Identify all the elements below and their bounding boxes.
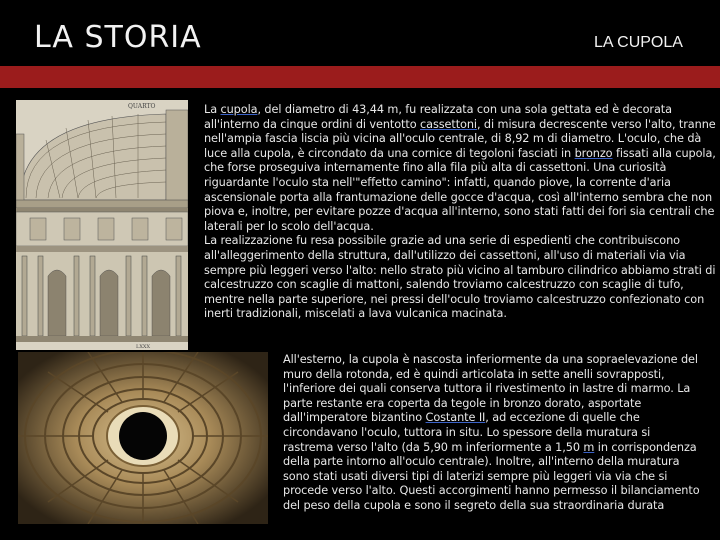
photo-svg — [18, 352, 268, 524]
text-run: , del diametro di 43,44 m, fu realizzata con una sola gettata ed è decorata all'interno da cinque ordini di ventotto — [204, 103, 672, 131]
drawing-caption: QUARTO — [128, 103, 156, 110]
drawing-svg — [16, 100, 188, 350]
text-run: , ad eccezione di quelle che circondavano l'oculo, tuttora in situ. Lo spessore della muratura si rastrema verso l'alto (da 5,90 m inferiormente a 1,50 — [283, 411, 651, 454]
oculus — [119, 412, 167, 460]
text-run: La — [204, 103, 221, 116]
red-band-divider — [0, 66, 720, 88]
text-run: fissati alla cupola, che forse proseguiva internamente fino alla fila più alta di cassettoni. Una curiosità riguardante l'oculo sta nell'"effetto camino": infatti, quando piove, la corrente d'aria ascensionale porta alla frantumazione delle gocce d'acqua, così all'interno sembra che non piova e, inoltre, per evitare pozze d'acqua all'interno, sono stati fatti dei fori sia centrali che laterali per lo scolo dell'acqua. — [204, 146, 716, 233]
paragraph-cupola — [204, 103, 716, 234]
link-cassettoni[interactable]: cassettoni — [420, 117, 477, 131]
paragraph-esterno — [283, 353, 703, 514]
text-run: All'esterno, la cupola è nascosta inferiormente da una sopraelevazione del muro della rotonda, ed è quindi articolata in sette anelli sovrapposti, l'inferiore dei quali conserva tuttora il rivestimento in lastre di marmo. La parte restante era coperta da tegole in bronzo dorato, asportate dall'imperatore bizantino — [283, 353, 698, 425]
link-costante-ii[interactable]: Costante II — [425, 411, 486, 425]
dome-interior-photo — [18, 352, 268, 524]
link-metro[interactable]: m — [583, 440, 595, 454]
exterior-text-block — [283, 353, 703, 514]
paragraph-realizzazione: La realizzazione fu resa possibile grazie ad una serie di espedienti che contribuiscono all'alleggerimento della struttura, dall'utilizzo dei cassettoni, all'uso di materiali via via sempre più leggeri verso l'alto: nello strato più vicino al tamburo cilindrico abbiamo strati di calcestruzzo con scaglie di mattoni, salendo troviamo calcestruzzo con scaglie di tufo, mentre nella parte superiore, nei pressi dell'oculo troviamo calcestruzzo confezionato con inerti tradizionali, miscelati a lava vulcanica macinata. — [204, 234, 716, 321]
text-run: , di misura decrescente verso l'alto, tranne nell'ampia fascia liscia più vicina all'oculo centrale, di 8,92 m di diametro. L'oculo, che dà luce alla cupola, è circondato da una cornice di tegoloni fasciati in — [204, 117, 716, 160]
link-cupola[interactable]: cupola — [220, 103, 258, 116]
pantheon-section-drawing — [16, 100, 188, 350]
page-title: LA STORIA — [34, 20, 202, 55]
main-text-block — [204, 103, 716, 322]
text-run: in corrispondenza della parte intorno all'oculo centrale). Inoltre, all'interno della muratura sono stati usati diversi tipi di laterizi sempre più leggeri via via che si procede verso l'alto. Questi accorgimenti hanno permesso il bilanciamento del peso della cupola e sono il segreto della sua straordinaria durata — [283, 440, 700, 512]
drawing-scale-label: LXXX — [136, 344, 150, 350]
section-subtitle: LA CUPOLA — [594, 34, 683, 51]
link-bronzo[interactable]: bronzo — [574, 146, 613, 160]
